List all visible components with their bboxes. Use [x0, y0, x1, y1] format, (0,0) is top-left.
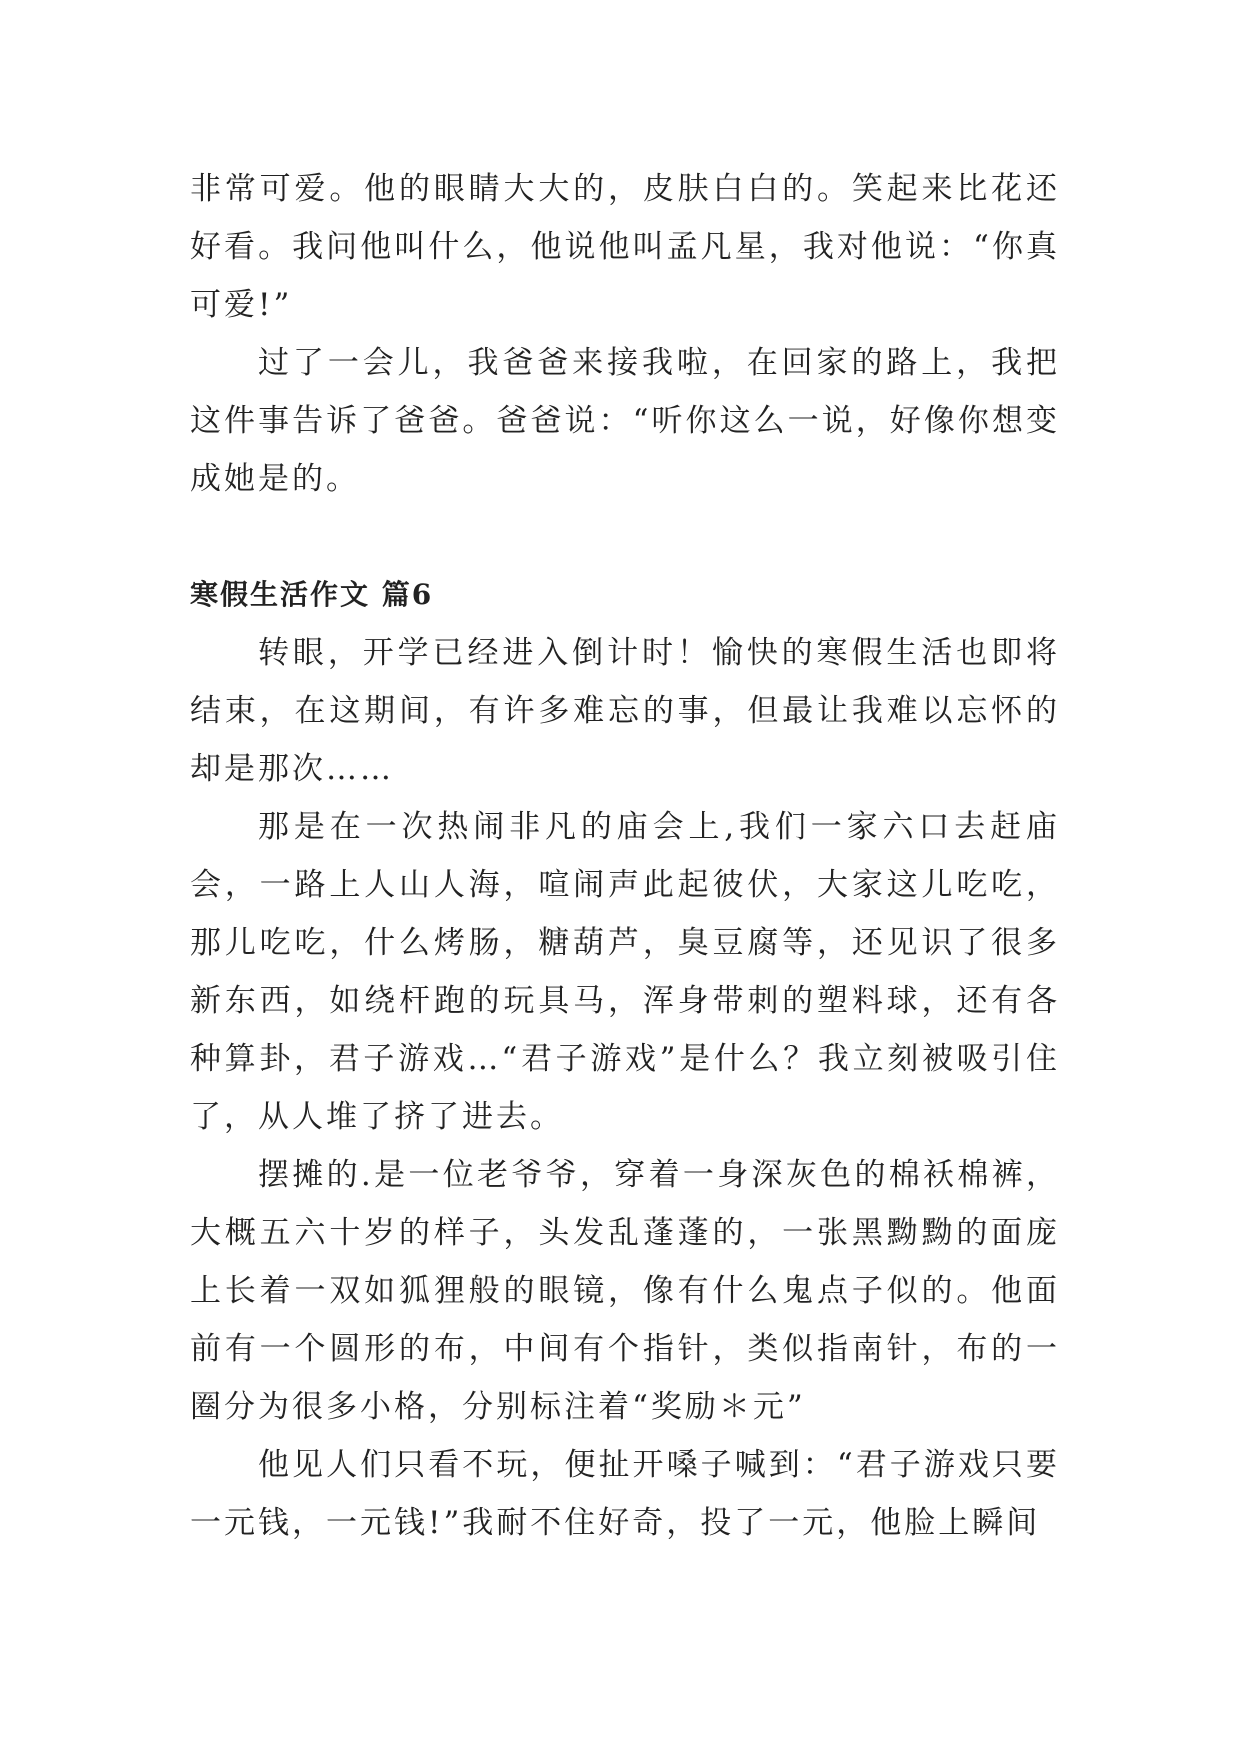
paragraph-intro: 转眼，开学已经进入倒计时！愉快的寒假生活也即将结束，在这期间，有许多难忘的事，但最让我难以忘怀的却是那次…… — [190, 635, 1060, 787]
document-page — [190, 160, 1060, 1552]
section-heading: 寒假生活作文 篇6 — [190, 578, 434, 611]
section-spacer — [190, 508, 1060, 566]
paragraph-temple-fair: 那是在一次热闹非凡的庙会上,我们一家六口去赶庙会，一路上人山人海，喧闹声此起彼伏，大家这儿吃吃，那儿吃吃，什么烤肠，糖葫芦，臭豆腐等，还见识了很多新东西，如绕杆跑的玩具马，浑身带刺的塑料球，还有各种算卦，君子游戏…“君子游戏”是什么？我立刻被吸引住了，从人堆了挤了进去。 — [190, 809, 1060, 1135]
paragraph-game-start: 他见人们只看不玩，便扯开嗓子喊到：“君子游戏只要一元钱，一元钱!”我耐不住好奇，投了一元，他脸上瞬间 — [190, 1447, 1060, 1541]
paragraph-dad-pickup: 过了一会儿，我爸爸来接我啦，在回家的路上，我把这件事告诉了爸爸。爸爸说：“听你这么一说，好像你想变成她是的。 — [190, 345, 1060, 497]
paragraph-continuation: 非常可爱。他的眼睛大大的，皮肤白白的。笑起来比花还好看。我问他叫什么，他说他叫孟凡星，我对他说：“你真可爱!” — [190, 171, 1060, 323]
paragraph-stall-owner: 摆摊的.是一位老爷爷，穿着一身深灰色的棉袄棉裤，大概五六十岁的样子，头发乱蓬蓬的，一张黑黝黝的面庞上长着一双如狐狸般的眼镜，像有什么鬼点子似的。他面前有一个圆形的布，中间有个指针，类似指南针，布的一圈分为很多小格，分别标注着“奖励＊元” — [190, 1157, 1060, 1425]
